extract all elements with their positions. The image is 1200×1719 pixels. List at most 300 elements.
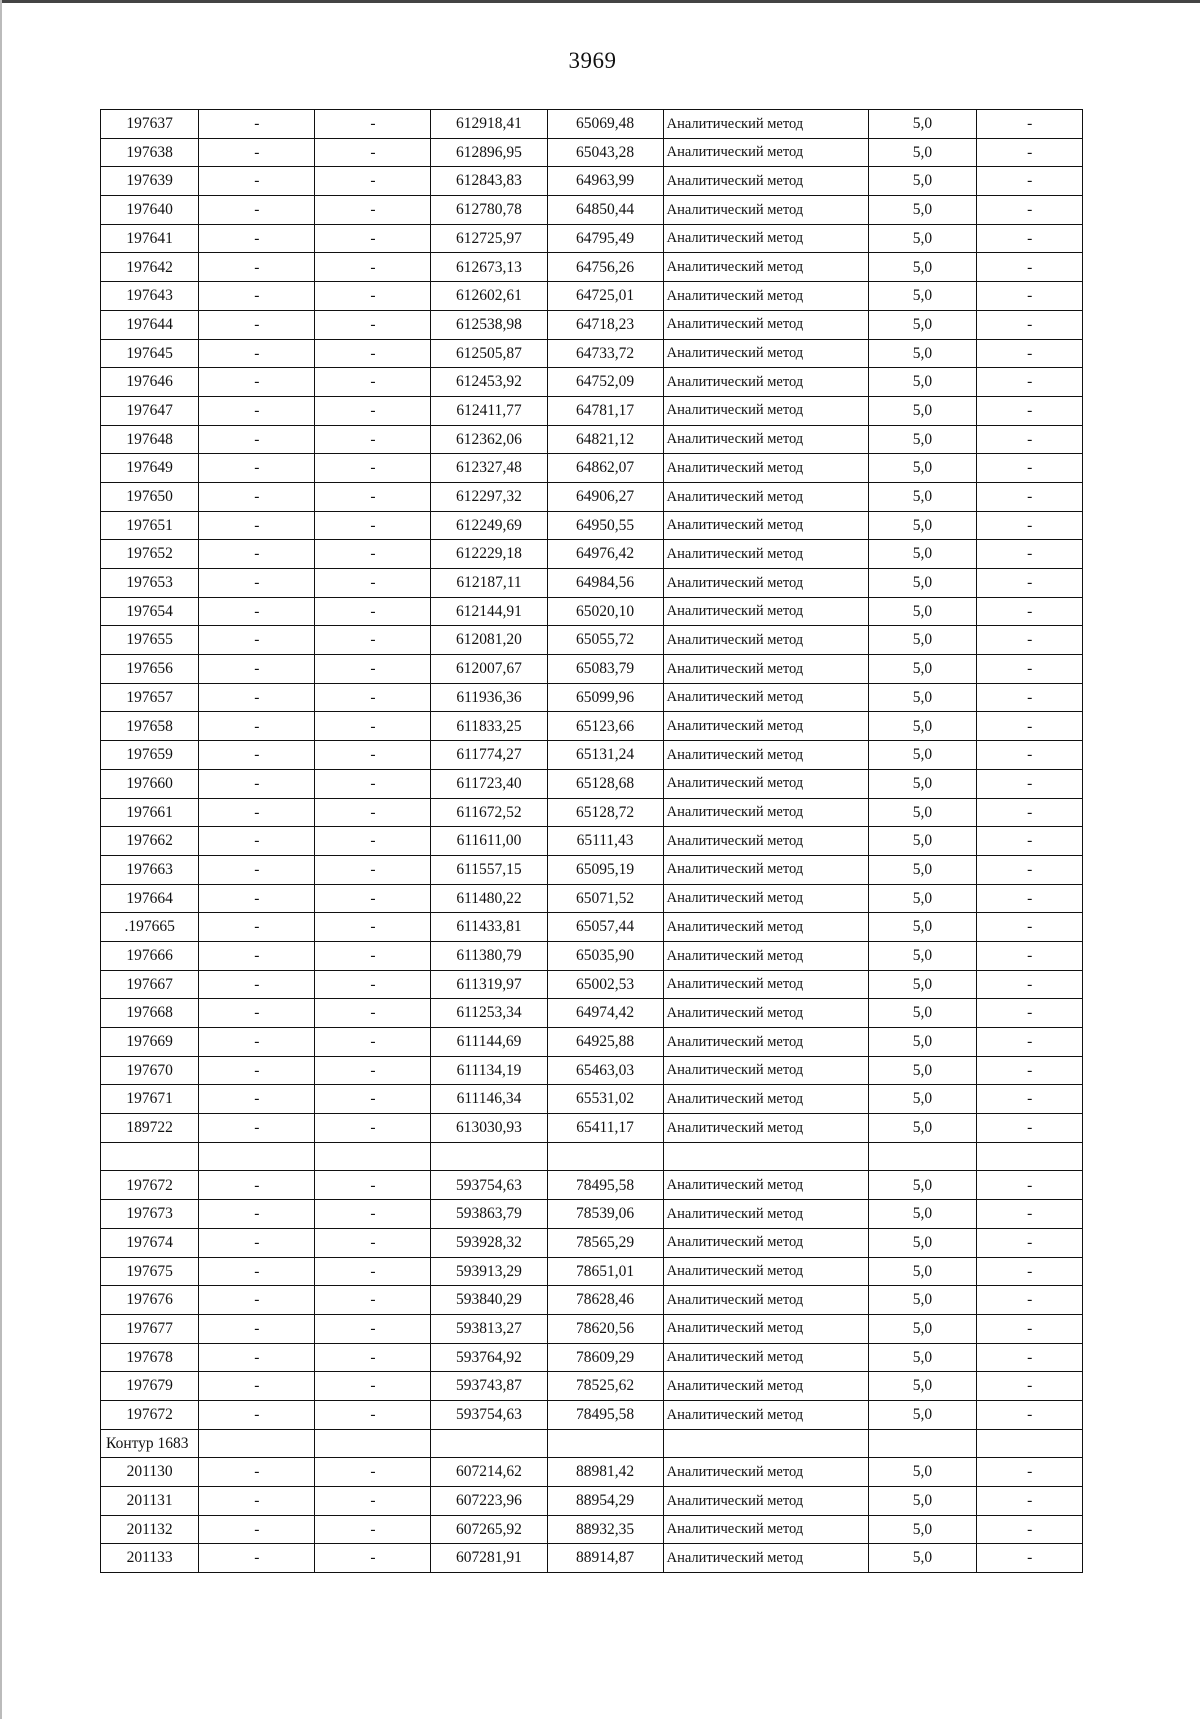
point-number-cell: 197645 (101, 339, 199, 368)
dash-cell: - (199, 1056, 315, 1085)
dash-cell: - (977, 138, 1083, 167)
table-row (101, 1343, 1083, 1372)
accuracy-cell: 5,0 (868, 1458, 977, 1487)
x-coordinate-cell: 593754,63 (431, 1400, 547, 1429)
point-number-cell: 201133 (101, 1544, 199, 1573)
accuracy-cell: 5,0 (868, 482, 977, 511)
x-coordinate-cell: 593813,27 (431, 1314, 547, 1343)
table-row (101, 396, 1083, 425)
point-number-cell: 197654 (101, 597, 199, 626)
dash-cell: - (199, 913, 315, 942)
table-row (101, 110, 1083, 139)
point-number-cell: 197653 (101, 569, 199, 598)
method-cell: Аналитический метод (663, 1085, 868, 1114)
accuracy-cell: 5,0 (868, 1314, 977, 1343)
dash-cell: - (199, 712, 315, 741)
dash-cell: - (977, 1171, 1083, 1200)
dash-cell: - (315, 1228, 431, 1257)
accuracy-cell: 5,0 (868, 597, 977, 626)
y-coordinate-cell: 65128,68 (547, 769, 663, 798)
accuracy-cell: 5,0 (868, 511, 977, 540)
dash-cell: - (315, 224, 431, 253)
dash-cell: - (199, 884, 315, 913)
y-coordinate-cell: 78620,56 (547, 1314, 663, 1343)
method-cell: Аналитический метод (663, 1056, 868, 1085)
point-number-cell: 197649 (101, 454, 199, 483)
table-row (101, 1314, 1083, 1343)
method-cell: Аналитический метод (663, 454, 868, 483)
method-cell: Аналитический метод (663, 1372, 868, 1401)
y-coordinate-cell: 78628,46 (547, 1286, 663, 1315)
x-coordinate-cell: 612144,91 (431, 597, 547, 626)
accuracy-cell: 5,0 (868, 282, 977, 311)
dash-cell: - (977, 224, 1083, 253)
dash-cell: - (977, 1056, 1083, 1085)
point-number-cell: 197673 (101, 1200, 199, 1229)
dash-cell: - (199, 540, 315, 569)
method-cell: Аналитический метод (663, 683, 868, 712)
table-row (101, 970, 1083, 999)
x-coordinate-cell: 611146,34 (431, 1085, 547, 1114)
table-row (101, 1200, 1083, 1229)
accuracy-cell: 5,0 (868, 884, 977, 913)
dash-cell: - (315, 540, 431, 569)
x-coordinate-cell: 611144,69 (431, 1028, 547, 1057)
y-coordinate-cell: 65083,79 (547, 655, 663, 684)
dash-cell: - (977, 1314, 1083, 1343)
table-row (101, 1515, 1083, 1544)
point-number-cell: 197655 (101, 626, 199, 655)
method-cell: Аналитический метод (663, 569, 868, 598)
empty-cell (868, 1429, 977, 1458)
accuracy-cell: 5,0 (868, 1372, 977, 1401)
method-cell: Аналитический метод (663, 1114, 868, 1143)
empty-cell (547, 1142, 663, 1171)
dash-cell: - (315, 339, 431, 368)
x-coordinate-cell: 612602,61 (431, 282, 547, 311)
accuracy-cell: 5,0 (868, 224, 977, 253)
point-number-cell: 197638 (101, 138, 199, 167)
table-row (101, 913, 1083, 942)
dash-cell: - (199, 1171, 315, 1200)
dash-cell: - (977, 425, 1083, 454)
dash-cell: - (315, 1400, 431, 1429)
dash-cell: - (977, 827, 1083, 856)
method-cell: Аналитический метод (663, 769, 868, 798)
dash-cell: - (315, 1257, 431, 1286)
dash-cell: - (977, 310, 1083, 339)
y-coordinate-cell: 65043,28 (547, 138, 663, 167)
point-number-cell: 201132 (101, 1515, 199, 1544)
accuracy-cell: 5,0 (868, 310, 977, 339)
y-coordinate-cell: 65095,19 (547, 855, 663, 884)
method-cell: Аналитический метод (663, 1544, 868, 1573)
point-number-cell: 197648 (101, 425, 199, 454)
dash-cell: - (315, 1372, 431, 1401)
dash-cell: - (315, 167, 431, 196)
y-coordinate-cell: 64862,07 (547, 454, 663, 483)
method-cell: Аналитический метод (663, 827, 868, 856)
table-row (101, 1056, 1083, 1085)
dash-cell: - (199, 1343, 315, 1372)
dash-cell: - (977, 282, 1083, 311)
dash-cell: - (977, 683, 1083, 712)
dash-cell: - (315, 769, 431, 798)
dash-cell: - (977, 1085, 1083, 1114)
accuracy-cell: 5,0 (868, 1400, 977, 1429)
dash-cell: - (199, 626, 315, 655)
point-number-cell: 197679 (101, 1372, 199, 1401)
method-cell: Аналитический метод (663, 1228, 868, 1257)
x-coordinate-cell: 611723,40 (431, 769, 547, 798)
x-coordinate-cell: 612297,32 (431, 482, 547, 511)
dash-cell: - (199, 970, 315, 999)
accuracy-cell: 5,0 (868, 855, 977, 884)
y-coordinate-cell: 65128,72 (547, 798, 663, 827)
dash-cell: - (199, 569, 315, 598)
accuracy-cell: 5,0 (868, 167, 977, 196)
y-coordinate-cell: 64950,55 (547, 511, 663, 540)
dash-cell: - (199, 253, 315, 282)
dash-cell: - (199, 224, 315, 253)
x-coordinate-cell: 611380,79 (431, 941, 547, 970)
x-coordinate-cell: 593840,29 (431, 1286, 547, 1315)
dash-cell: - (199, 1458, 315, 1487)
y-coordinate-cell: 65131,24 (547, 741, 663, 770)
dash-cell: - (977, 1515, 1083, 1544)
y-coordinate-cell: 78495,58 (547, 1171, 663, 1200)
table-row (101, 597, 1083, 626)
dash-cell: - (315, 1286, 431, 1315)
accuracy-cell: 5,0 (868, 769, 977, 798)
x-coordinate-cell: 593764,92 (431, 1343, 547, 1372)
point-number-cell: 197642 (101, 253, 199, 282)
accuracy-cell: 5,0 (868, 941, 977, 970)
dash-cell: - (315, 1487, 431, 1516)
y-coordinate-cell: 64725,01 (547, 282, 663, 311)
accuracy-cell: 5,0 (868, 970, 977, 999)
table-row (101, 224, 1083, 253)
coordinates-table-body (101, 110, 1083, 1573)
point-number-cell: 197658 (101, 712, 199, 741)
x-coordinate-cell: 611557,15 (431, 855, 547, 884)
dash-cell: - (315, 884, 431, 913)
accuracy-cell: 5,0 (868, 569, 977, 598)
x-coordinate-cell: 611672,52 (431, 798, 547, 827)
dash-cell: - (977, 769, 1083, 798)
coordinates-table (100, 109, 1083, 1573)
point-number-cell: 197668 (101, 999, 199, 1028)
dash-cell: - (977, 339, 1083, 368)
point-number-cell: 197647 (101, 396, 199, 425)
table-row (101, 769, 1083, 798)
empty-cell (431, 1142, 547, 1171)
y-coordinate-cell: 78609,29 (547, 1343, 663, 1372)
x-coordinate-cell: 612007,67 (431, 655, 547, 684)
x-coordinate-cell: 607281,91 (431, 1544, 547, 1573)
dash-cell: - (315, 1028, 431, 1057)
point-number-cell: 197671 (101, 1085, 199, 1114)
y-coordinate-cell: 78539,06 (547, 1200, 663, 1229)
x-coordinate-cell: 611253,34 (431, 999, 547, 1028)
dash-cell: - (315, 999, 431, 1028)
dash-cell: - (977, 1114, 1083, 1143)
x-coordinate-cell: 612505,87 (431, 339, 547, 368)
method-cell: Аналитический метод (663, 196, 868, 225)
dash-cell: - (977, 597, 1083, 626)
method-cell: Аналитический метод (663, 224, 868, 253)
dash-cell: - (199, 683, 315, 712)
method-cell: Аналитический метод (663, 1343, 868, 1372)
table-row (101, 626, 1083, 655)
accuracy-cell: 5,0 (868, 1056, 977, 1085)
point-number-cell: 197661 (101, 798, 199, 827)
table-row (101, 1085, 1083, 1114)
method-cell: Аналитический метод (663, 368, 868, 397)
point-number-cell: 197651 (101, 511, 199, 540)
dash-cell: - (977, 1028, 1083, 1057)
accuracy-cell: 5,0 (868, 741, 977, 770)
dash-cell: - (977, 999, 1083, 1028)
table-row (101, 310, 1083, 339)
dash-cell: - (315, 712, 431, 741)
point-number-cell: 197674 (101, 1228, 199, 1257)
point-number-cell: 201131 (101, 1487, 199, 1516)
table-row (101, 425, 1083, 454)
dash-cell: - (977, 454, 1083, 483)
empty-cell (663, 1429, 868, 1458)
x-coordinate-cell: 612843,83 (431, 167, 547, 196)
dash-cell: - (199, 1257, 315, 1286)
point-number-cell: 197662 (101, 827, 199, 856)
dash-cell: - (199, 454, 315, 483)
dash-cell: - (315, 282, 431, 311)
contour-label: Контур 1683 (101, 1429, 199, 1458)
y-coordinate-cell: 78565,29 (547, 1228, 663, 1257)
dash-cell: - (315, 941, 431, 970)
method-cell: Аналитический метод (663, 1171, 868, 1200)
accuracy-cell: 5,0 (868, 1114, 977, 1143)
dash-cell: - (315, 1200, 431, 1229)
table-row (101, 282, 1083, 311)
y-coordinate-cell: 65099,96 (547, 683, 663, 712)
y-coordinate-cell: 65071,52 (547, 884, 663, 913)
point-number-cell: 201130 (101, 1458, 199, 1487)
x-coordinate-cell: 612725,97 (431, 224, 547, 253)
y-coordinate-cell: 88932,35 (547, 1515, 663, 1544)
method-cell: Аналитический метод (663, 540, 868, 569)
dash-cell: - (977, 1228, 1083, 1257)
dash-cell: - (977, 1343, 1083, 1372)
dash-cell: - (315, 1515, 431, 1544)
empty-cell (868, 1142, 977, 1171)
dash-cell: - (199, 999, 315, 1028)
table-row (101, 683, 1083, 712)
point-number-cell: .197665 (101, 913, 199, 942)
dash-cell: - (977, 884, 1083, 913)
accuracy-cell: 5,0 (868, 1171, 977, 1200)
method-cell: Аналитический метод (663, 339, 868, 368)
table-row (101, 941, 1083, 970)
method-cell: Аналитический метод (663, 138, 868, 167)
y-coordinate-cell: 64718,23 (547, 310, 663, 339)
dash-cell: - (199, 655, 315, 684)
y-coordinate-cell: 64906,27 (547, 482, 663, 511)
point-number-cell: 197657 (101, 683, 199, 712)
y-coordinate-cell: 64984,56 (547, 569, 663, 598)
accuracy-cell: 5,0 (868, 339, 977, 368)
accuracy-cell: 5,0 (868, 396, 977, 425)
accuracy-cell: 5,0 (868, 368, 977, 397)
point-number-cell: 197670 (101, 1056, 199, 1085)
accuracy-cell: 5,0 (868, 1257, 977, 1286)
dash-cell: - (315, 310, 431, 339)
table-row (101, 253, 1083, 282)
table-row (101, 196, 1083, 225)
table-row (101, 167, 1083, 196)
method-cell: Аналитический метод (663, 1286, 868, 1315)
point-number-cell: 197659 (101, 741, 199, 770)
table-row (101, 1228, 1083, 1257)
method-cell: Аналитический метод (663, 253, 868, 282)
x-coordinate-cell: 607265,92 (431, 1515, 547, 1544)
y-coordinate-cell: 64963,99 (547, 167, 663, 196)
scan-top-edge (0, 0, 1200, 3)
dash-cell: - (199, 1400, 315, 1429)
dash-cell: - (199, 1487, 315, 1516)
table-row (101, 1400, 1083, 1429)
dash-cell: - (199, 339, 315, 368)
y-coordinate-cell: 64976,42 (547, 540, 663, 569)
accuracy-cell: 5,0 (868, 1286, 977, 1315)
dash-cell: - (315, 798, 431, 827)
dash-cell: - (315, 482, 431, 511)
point-number-cell: 197666 (101, 941, 199, 970)
method-cell: Аналитический метод (663, 626, 868, 655)
y-coordinate-cell: 88954,29 (547, 1487, 663, 1516)
method-cell: Аналитический метод (663, 999, 868, 1028)
point-number-cell: 197643 (101, 282, 199, 311)
table-row (101, 1487, 1083, 1516)
y-coordinate-cell: 78495,58 (547, 1400, 663, 1429)
point-number-cell: 197640 (101, 196, 199, 225)
table-row (101, 1171, 1083, 1200)
dash-cell: - (199, 482, 315, 511)
method-cell: Аналитический метод (663, 855, 868, 884)
method-cell: Аналитический метод (663, 310, 868, 339)
dash-cell: - (315, 511, 431, 540)
point-number-cell: 197663 (101, 855, 199, 884)
dash-cell: - (199, 855, 315, 884)
x-coordinate-cell: 612327,48 (431, 454, 547, 483)
table-row (101, 1114, 1083, 1143)
method-cell: Аналитический метод (663, 970, 868, 999)
x-coordinate-cell: 607223,96 (431, 1487, 547, 1516)
table-row (101, 798, 1083, 827)
accuracy-cell: 5,0 (868, 253, 977, 282)
table-row (101, 741, 1083, 770)
point-number-cell: 197646 (101, 368, 199, 397)
dash-cell: - (315, 683, 431, 712)
table-row (101, 1372, 1083, 1401)
empty-cell (315, 1429, 431, 1458)
x-coordinate-cell: 593743,87 (431, 1372, 547, 1401)
accuracy-cell: 5,0 (868, 1085, 977, 1114)
table-row (101, 454, 1083, 483)
dash-cell: - (199, 282, 315, 311)
accuracy-cell: 5,0 (868, 454, 977, 483)
method-cell: Аналитический метод (663, 655, 868, 684)
point-number-cell: 197660 (101, 769, 199, 798)
method-cell: Аналитический метод (663, 1515, 868, 1544)
dash-cell: - (199, 1544, 315, 1573)
y-coordinate-cell: 65055,72 (547, 626, 663, 655)
point-number-cell: 197675 (101, 1257, 199, 1286)
dash-cell: - (315, 454, 431, 483)
y-coordinate-cell: 88981,42 (547, 1458, 663, 1487)
y-coordinate-cell: 65411,17 (547, 1114, 663, 1143)
table-row (101, 482, 1083, 511)
method-cell: Аналитический метод (663, 396, 868, 425)
point-number-cell: 197672 (101, 1400, 199, 1429)
dash-cell: - (315, 970, 431, 999)
table-row (101, 712, 1083, 741)
dash-cell: - (315, 138, 431, 167)
empty-cell (977, 1142, 1083, 1171)
x-coordinate-cell: 593928,32 (431, 1228, 547, 1257)
dash-cell: - (199, 597, 315, 626)
dash-cell: - (199, 1200, 315, 1229)
blank-row (101, 1142, 1083, 1171)
method-cell: Аналитический метод (663, 798, 868, 827)
dash-cell: - (199, 138, 315, 167)
empty-cell (663, 1142, 868, 1171)
x-coordinate-cell: 611134,19 (431, 1056, 547, 1085)
accuracy-cell: 5,0 (868, 1487, 977, 1516)
dash-cell: - (199, 1028, 315, 1057)
dash-cell: - (315, 1085, 431, 1114)
accuracy-cell: 5,0 (868, 712, 977, 741)
dash-cell: - (977, 167, 1083, 196)
method-cell: Аналитический метод (663, 482, 868, 511)
x-coordinate-cell: 607214,62 (431, 1458, 547, 1487)
dash-cell: - (199, 511, 315, 540)
method-cell: Аналитический метод (663, 913, 868, 942)
y-coordinate-cell: 64733,72 (547, 339, 663, 368)
dash-cell: - (977, 368, 1083, 397)
dash-cell: - (977, 569, 1083, 598)
dash-cell: - (199, 1372, 315, 1401)
page-number: 3969 (568, 48, 617, 73)
table-row (101, 569, 1083, 598)
y-coordinate-cell: 65002,53 (547, 970, 663, 999)
empty-cell (199, 1142, 315, 1171)
dash-cell: - (199, 310, 315, 339)
y-coordinate-cell: 64974,42 (547, 999, 663, 1028)
dash-cell: - (977, 1200, 1083, 1229)
dash-cell: - (977, 655, 1083, 684)
x-coordinate-cell: 612187,11 (431, 569, 547, 598)
dash-cell: - (199, 741, 315, 770)
dash-cell: - (977, 1372, 1083, 1401)
accuracy-cell: 5,0 (868, 110, 977, 139)
method-cell: Аналитический метод (663, 1200, 868, 1229)
x-coordinate-cell: 593754,63 (431, 1171, 547, 1200)
y-coordinate-cell: 64781,17 (547, 396, 663, 425)
contour-header-row (101, 1429, 1083, 1458)
dash-cell: - (315, 569, 431, 598)
dash-cell: - (199, 1228, 315, 1257)
